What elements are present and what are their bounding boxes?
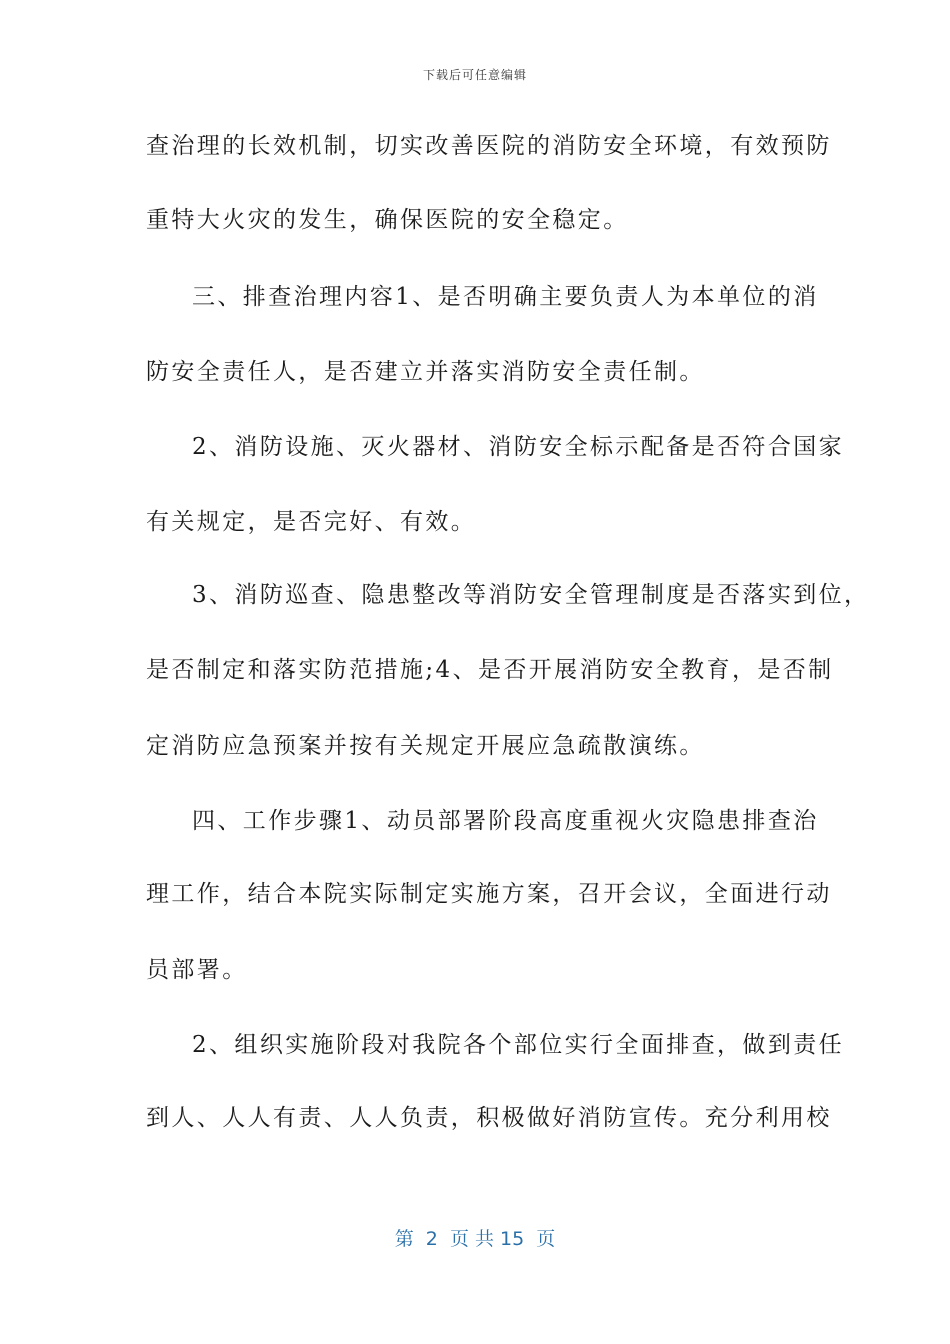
paragraph-line: 定消防应急预案并按有关规定开展应急疏散演练。 xyxy=(146,733,705,759)
paragraph-line: 员部署。 xyxy=(146,957,248,983)
paragraph-line: 有关规定，是否完好、有效。 xyxy=(146,509,477,535)
paragraph-line: 三、排查治理内容1、是否明确主要负责人为本单位的消 xyxy=(192,284,819,310)
header-note: 下载后可任意编辑 xyxy=(422,68,527,82)
paragraph-line: 是否制定和落实防范措施;4、是否开展消防安全教育，是否制 xyxy=(146,657,834,683)
paragraph-line: 2、组织实施阶段对我院各个部位实行全面排查，做到责任 xyxy=(192,1032,845,1058)
paragraph-line: 理工作，结合本院实际制定实施方案，召开会议，全面进行动 xyxy=(146,881,832,907)
paragraph-line: 查治理的长效机制，切实改善医院的消防安全环境，有效预防 xyxy=(146,133,832,159)
paragraph-line: 重特大火灾的发生，确保医院的安全稳定。 xyxy=(146,207,629,233)
page-number: 第 2 页 共 15 页 xyxy=(394,1228,556,1250)
paragraph-line: 3、消防巡查、隐患整改等消防安全管理制度是否落实到位， xyxy=(192,582,870,608)
paragraph-line: 到人、人人有责、人人负责，积极做好消防宣传。充分利用校 xyxy=(146,1105,832,1131)
paragraph-line: 2、消防设施、灭火器材、消防安全标示配备是否符合国家 xyxy=(192,434,845,460)
paragraph-line: 防安全责任人，是否建立并落实消防安全责任制。 xyxy=(146,359,705,385)
paragraph-line: 四、工作步骤1、动员部署阶段高度重视火灾隐患排查治 xyxy=(192,808,819,834)
